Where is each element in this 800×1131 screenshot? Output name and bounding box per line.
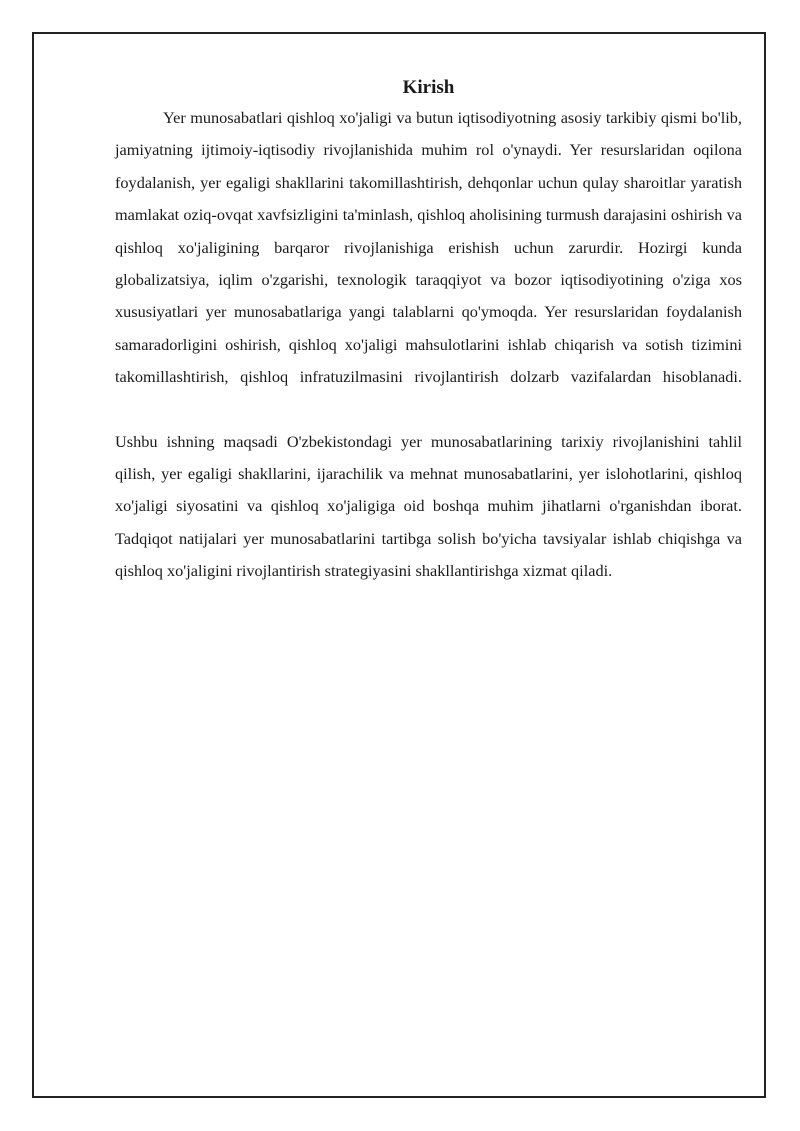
paragraph-intro: Yer munosabatlari qishloq xo'jaligi va butun iqtisodiyotning asosiy tarkibiy qismi bo'lib, jamiyatning ijtimoiy-iqtisodiy rivojlanishida muhim rol o'ynaydi. Yer resurslaridan oqilona foydalanish, yer egaligi shakllarini takomillashtirish, dehqonlar uchun qulay sharoitlar yaratish mamlakat oziq-ovqat xavfsizligini ta'minlash, qishloq aholisining turmush darajasini oshirish va qishloq xo'jaligining barqaror rivojlanishiga erishish uchun zarurdir. Hozirgi kunda globalizatsiya, iqlim o'zgarishi, texnologik taraqqiyot va bozor iqtisodiyotining o'ziga xos xususiyatlari yer munosabatlariga yangi talablarni qo'ymoqda. Yer resurslaridan foydalanish samaradorligini oshirish, qishloq xo'jaligi mahsulotlarini ishlab chiqarish va sotish tizimini takomillashtirish, qishloq infratuzilmasini rivojlantirish dolzarb vazifalardan hisoblanadi. xyxy=(115,108,742,387)
document-title: Kirish xyxy=(402,77,455,98)
paragraph-gap xyxy=(115,394,742,426)
document-body xyxy=(115,74,742,588)
paragraph-purpose: Ushbu ishning maqsadi O'zbekistondagi yer munosabatlarining tarixiy rivojlanishini tahlil qilish, yer egaligi shakllarini, ijarachilik va mehnat munosabatlarini, yer islohotlarini, qishloq xo'jaligi siyosatini va qishloq xo'jaligiga oid boshqa muhim jihatlarni o'rganishdan iborat. Tadqiqot natijalari yer munosabatlarini tartibga solish bo'yicha tavsiyalar ishlab chiqishga va qishloq xo'jaligini rivojlantirish strategiyasini shakllantirishga xizmat qiladi. xyxy=(115,431,742,581)
